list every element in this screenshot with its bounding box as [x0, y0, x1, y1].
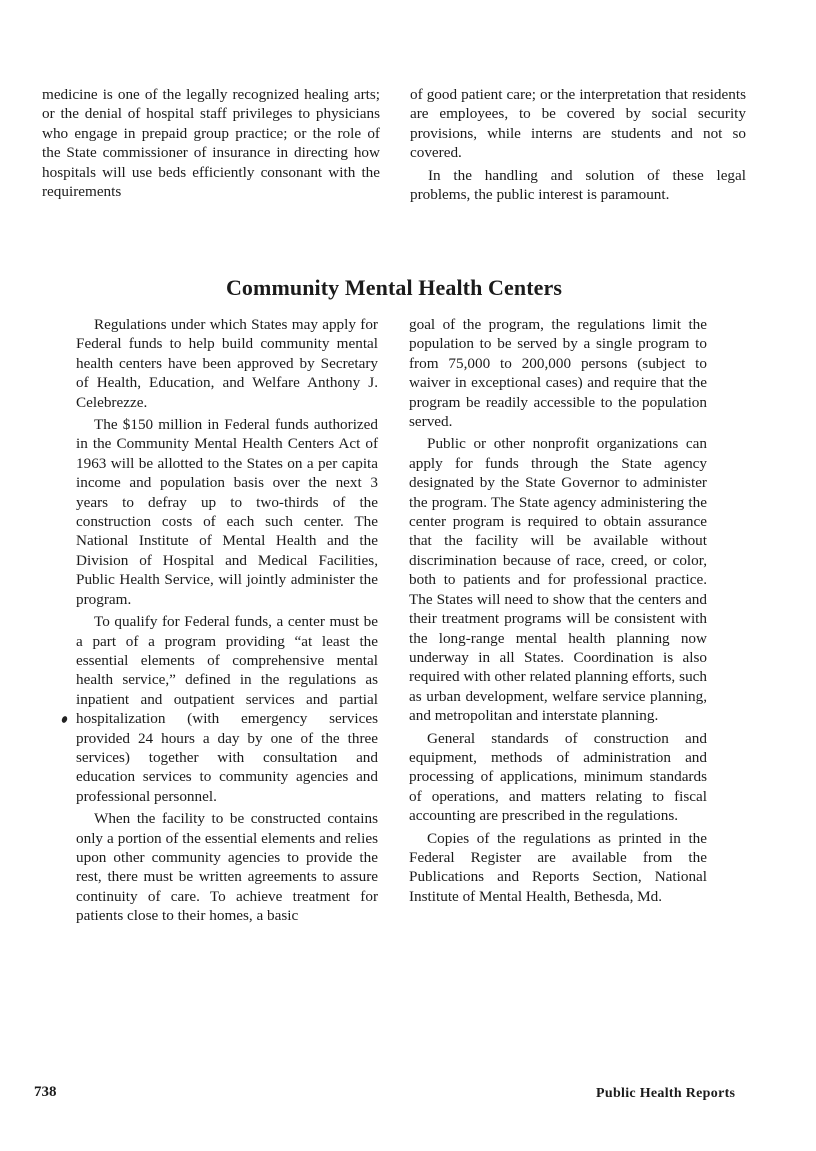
- paragraph: General standards of construction and equipment, methods of administration and processing of applications, minimum standards of operations, and matters relating to fiscal accounting are prescribed in the regulations.: [409, 729, 707, 825]
- article-title: Community Mental Health Centers: [225, 275, 563, 300]
- paragraph: Copies of the regulations as printed in the Federal Register are available from the Publications and Reports Section, National Institute of Mental Health, Bethesda, Md.: [409, 829, 707, 905]
- journal-name: Public Health Reports: [596, 1086, 736, 1101]
- paragraph: In the handling and solution of these legal problems, the public interest is paramount.: [410, 166, 746, 204]
- page-number: 738: [34, 1084, 57, 1100]
- paragraph: When the facility to be constructed contains only a portion of the essential elements and relies upon other community agencies to provide the rest, there must be written agreements to assure continuity of care. To achieve treatment for patients close to their homes, a basic: [76, 810, 378, 925]
- previous-article-left-column: [42, 85, 380, 204]
- paragraph: goal of the program, the regulations limit the population to be served by a single program to from 75,000 to 200,000 persons (subject to waiver in exceptional cases) and require that the program be readily accessible to the population served.: [409, 316, 707, 431]
- article-right-column: [409, 315, 707, 909]
- paragraph: medicine is one of the legally recognized healing arts; or the denial of hospital staff privileges to physicians who engage in prepaid group practice; or the role of the State commissioner of insurance in directing how hospitals will use beds efficiently consonant with the requirements: [42, 86, 380, 201]
- paragraph: of good patient care; or the interpretation that residents are employees, to be covered by social security provisions, while interns are students and not so covered.: [410, 86, 746, 162]
- paragraph: Regulations under which States may apply for Federal funds to help build community mental health centers have been approved by Secretary of Health, Education, and Welfare Anthony J. Celebrezze.: [76, 316, 378, 411]
- previous-article-right-column: [410, 85, 746, 207]
- margin-ink-mark: [61, 715, 68, 723]
- paragraph: To qualify for Federal funds, a center must be a part of a program providing “at least the essential elements of comprehensive mental health service,” defined in the regulations as inpatient and outpatient services and partial hospitalization (with emergency services provided 24 hours a day by one of the three services) together with consultation and education services to community agencies and professional personnel.: [76, 613, 378, 805]
- paragraph: Public or other nonprofit organizations can apply for funds through the State agency designated by the State Governor to administer the program. The State agency administering the center program is required to obtain assurance that the facility will be available without discrimination because of race, creed, or color, both to patients and for professional practice. The States will need to show that the centers and their treatment programs will be consistent with the long-range mental health planning now underway in all States. Coordination is also required with other related planning efforts, such as urban development, welfare service planning, and metropolitan and interstate planning.: [409, 435, 707, 725]
- paragraph: The $150 million in Federal funds authorized in the Community Mental Health Centers Act of 1963 will be allotted to the States on a per capita income and population basis over the next 3 years to defray up to two-thirds of the construction costs of each such center. The National Institute of Mental Health and the Division of Hospital and Medical Facilities, Public Health Service, will jointly administer the program.: [76, 416, 378, 608]
- article-left-column: [76, 315, 378, 929]
